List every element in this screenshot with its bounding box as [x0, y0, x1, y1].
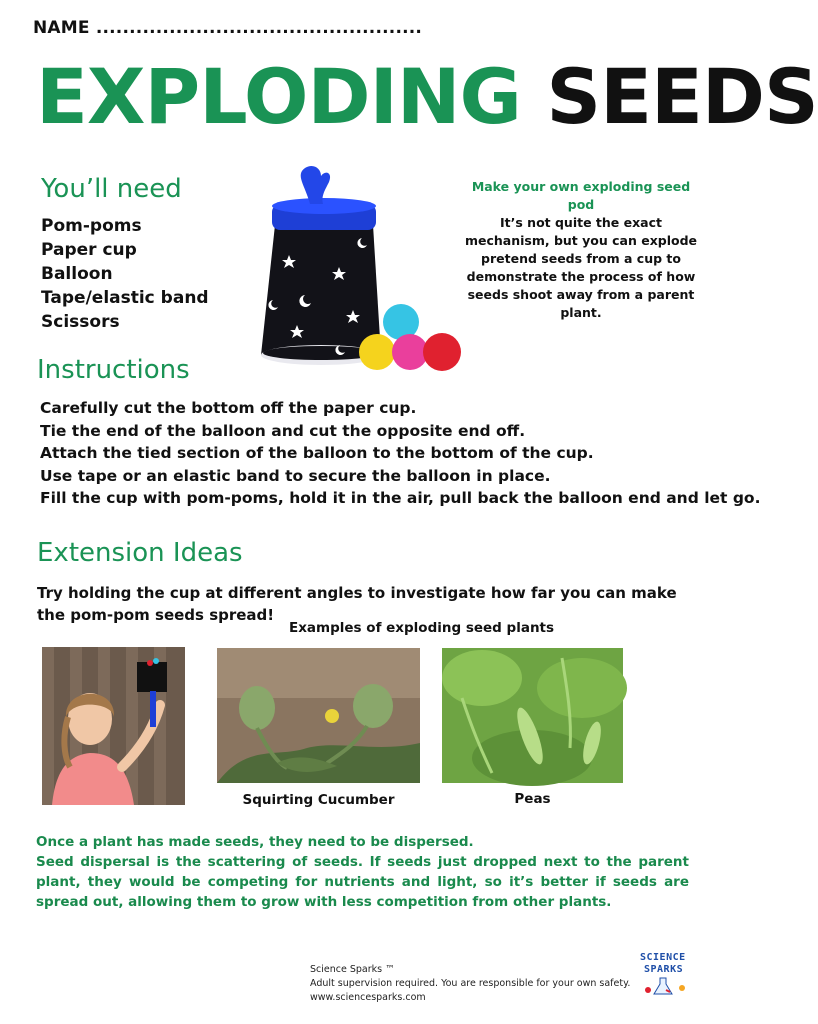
peas-caption: Peas: [514, 791, 551, 807]
materials-list: [41, 214, 209, 334]
footer: [310, 963, 630, 1005]
seed-pod-intro: [463, 178, 699, 322]
list-item: Pom-poms: [41, 216, 142, 236]
instruction-step: Attach the tied section of the balloon to the bottom of the cup.: [40, 444, 594, 462]
materials-heading: You’ll need: [41, 174, 182, 204]
seed-pod-intro-body: It’s not quite the exact mechanism, but you can explode pretend seeds from a cup to demonstrate the process of how seeds shoot away from a parent plant.: [464, 215, 698, 320]
peas-photo: [442, 648, 623, 783]
squirting-cucumber-photo: [217, 648, 420, 783]
list-item: Scissors: [41, 312, 120, 332]
name-field-label: NAME .................................................: [33, 18, 423, 38]
list-item: Tape/elastic band: [41, 288, 209, 308]
title-part-seeds: SEEDS: [546, 52, 818, 141]
examples-heading: Examples of exploding seed plants: [289, 620, 555, 636]
instructions-heading: Instructions: [37, 355, 190, 385]
seed-pod-intro-title: Make your own exploding seed pod: [471, 179, 691, 212]
squirting-cucumber-caption: Squirting Cucumber: [242, 792, 395, 808]
girl-with-cup-photo: [42, 647, 185, 805]
title-part-exploding: EXPLODING: [36, 52, 521, 141]
seed-dispersal-text: [36, 832, 689, 912]
extension-text: Try holding the cup at different angles to investigate how far you can make the pom-pom seeds spread!: [37, 584, 677, 624]
seed-dispersal-body: Seed dispersal is the scattering of seeds. If seeds just dropped next to the parent plant, they would be competing for nutrients and light, so it’s better if seeds are spread out, allowing them to grow with less competition from other plants.: [36, 854, 689, 910]
instruction-step: Use tape or an elastic band to secure the balloon in place.: [40, 466, 551, 485]
footer-url: www.sciencesparks.com: [310, 992, 426, 1003]
science-sparks-logo: [640, 952, 692, 1000]
instructions-list: [40, 397, 760, 510]
materials-section: [41, 174, 209, 334]
list-item: Balloon: [41, 264, 113, 284]
logo-line2: SPARKS: [644, 964, 684, 975]
logo-line1: SCIENCE: [640, 952, 686, 963]
page-title: [36, 52, 818, 142]
extension-heading: Extension Ideas: [37, 538, 243, 568]
flask-icon: [640, 976, 692, 998]
instruction-step: Carefully cut the bottom off the paper cup.: [40, 399, 417, 417]
footer-safety-notice: Adult supervision required. You are responsible for your own safety.: [310, 978, 631, 989]
cup-seed-pod-image: [255, 160, 470, 375]
list-item: Paper cup: [41, 240, 137, 260]
seed-dispersal-intro: Once a plant has made seeds, they need to be dispersed.: [36, 834, 474, 850]
footer-brand: Science Sparks ™: [310, 964, 395, 975]
instruction-step: Fill the cup with pom-poms, hold it in the air, pull back the balloon end and let go.: [40, 489, 761, 507]
instruction-step: Tie the end of the balloon and cut the opposite end off.: [40, 421, 526, 440]
